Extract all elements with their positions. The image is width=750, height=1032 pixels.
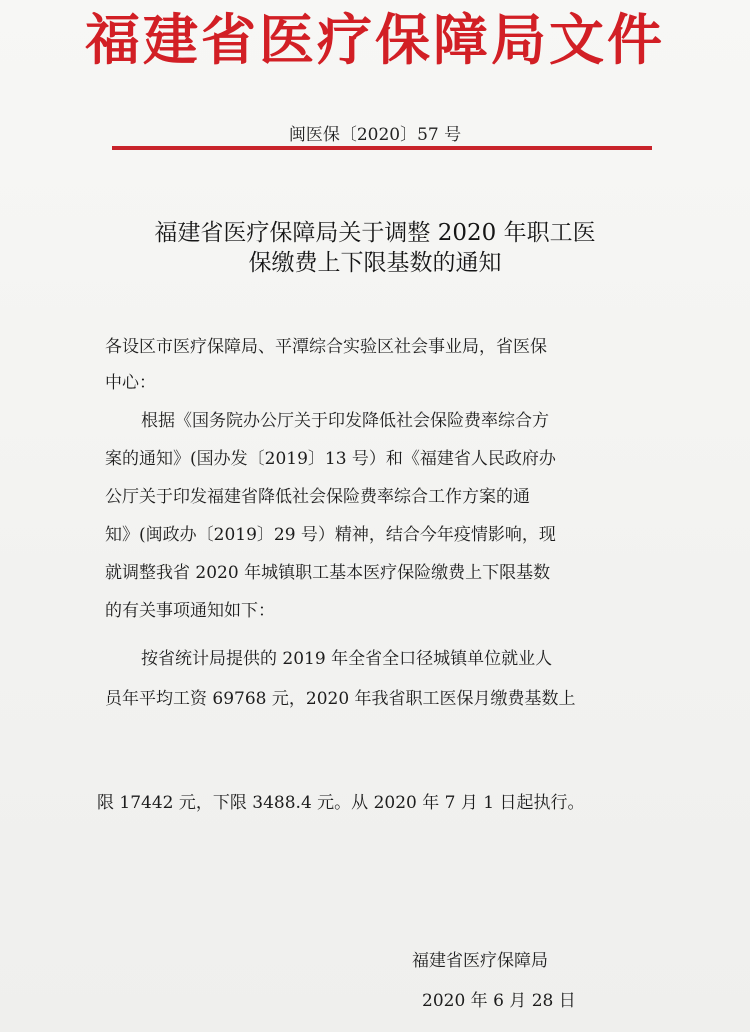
paragraph2-line-2: 员年平均工资 69768 元，2020 年我省职工医保月缴费基数上 <box>105 689 576 709</box>
paragraph1-line-4: 知》(闽政办〔2019〕29 号）精神，结合今年疫情影响，现 <box>105 525 556 545</box>
red-divider-line <box>112 146 652 150</box>
document-title <box>70 218 680 278</box>
title-line-2: 保缴费上下限基数的通知 <box>248 250 502 276</box>
issue-date: 2020 年 6 月 28 日 <box>422 991 576 1011</box>
title-line-1: 福建省医疗保障局关于调整 2020 年职工医 <box>154 220 596 246</box>
paragraph1-line-3: 公厅关于印发福建省降低社会保险费率综合工作方案的通 <box>105 487 530 507</box>
recipients-line-2: 中心： <box>105 373 156 393</box>
masthead-title: 福建省医疗保障局文件 <box>84 7 665 72</box>
issuer-signature: 福建省医疗保障局 <box>412 951 548 971</box>
paragraph1-line-6: 的有关事项通知如下： <box>105 601 275 621</box>
document-number: 闽医保〔2020〕57 号 <box>288 125 462 145</box>
paragraph2-line-1: 按省统计局提供的 2019 年全省全口径城镇单位就业人 <box>141 649 553 669</box>
paragraph1-line-2: 案的通知》(国办发〔2019〕13 号）和《福建省人民政府办 <box>105 449 556 469</box>
paragraph2-line-3: 限 17442 元，下限 3488.4 元。从 2020 年 7 月 1 日起执行。 <box>97 793 585 813</box>
recipients-line-1: 各设区市医疗保障局、平潭综合实验区社会事业局，省医保 <box>105 337 547 357</box>
paragraph1-line-1: 根据《国务院办公厅关于印发降低社会保险费率综合方 <box>141 411 549 431</box>
paragraph1-line-5: 就调整我省 2020 年城镇职工基本医疗保险缴费上下限基数 <box>105 563 551 583</box>
